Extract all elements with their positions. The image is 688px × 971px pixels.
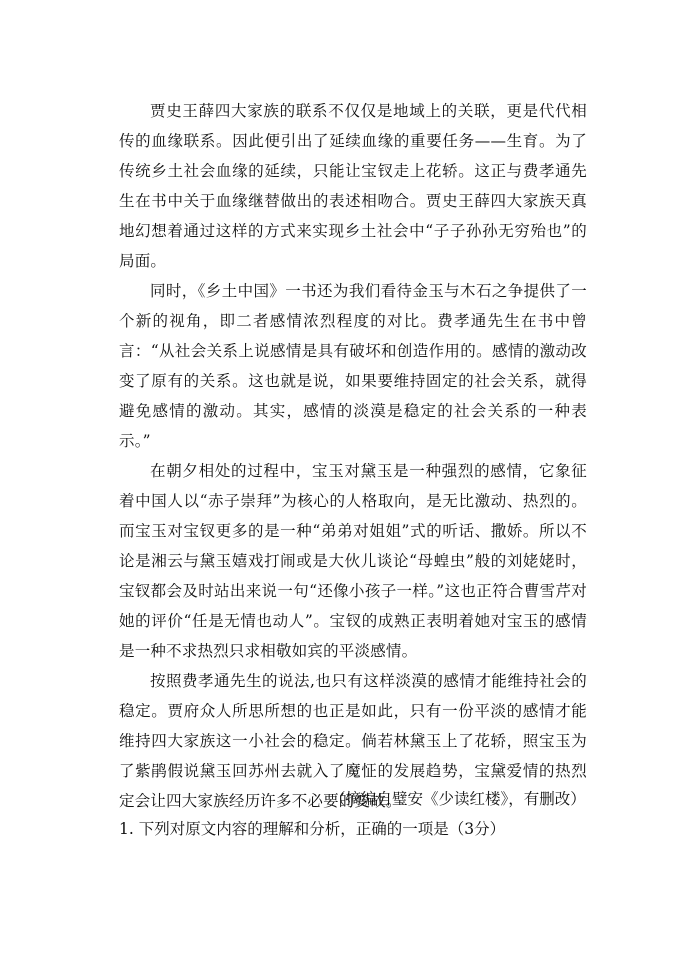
paragraph-1: 贾史王薛四大家族的联系不仅仅是地域上的关联，更是代代相传的血缘联系。因此便引出了延续血缘的重要任务——生育。为了传统乡土社会血缘的延续，只能让宝钗走上花轿。这正与费孝通先生在书中关于血缘继替做出的表述相吻合。贾史王薛四大家族天真地幻想着通过这样的方式来实现乡土社会中“子子孙孙无穷殆也”的局面。 <box>119 102 587 270</box>
article-body <box>119 96 587 816</box>
paragraph-3: 在朝夕相处的过程中，宝玉对黛玉是一种强烈的感情，它象征着中国人以“赤子崇拜”为核心的人格取向，是无比激动、热烈的。而宝玉对宝钗更多的是一种“弟弟对姐姐”式的听话、撒娇。所以不论是湘云与黛玉嬉戏打闹或是大伙儿谈论“母蝗虫”般的刘姥姥时，宝钗都会及时站出来说一句“还像小孩子一样。”这也正符合曹雪芹对她的评价“任是无情也动人”。宝钗的成熟正表明着她对宝玉的感情是一种不求热烈只求相敬如宾的平淡感情。 <box>119 462 587 660</box>
question-1: 1. 下列对原文内容的理解和分析，正确的一项是（3分） <box>119 820 506 838</box>
source-citation: （摘编自璧安《少读红楼》，有删改） <box>330 790 586 808</box>
paragraph-2: 同时，《乡土中国》一书还为我们看待金玉与木石之争提供了一个新的视角，即二者感情浓烈程度的对比。费孝通先生在书中曾言：“从社会关系上说感情是具有破坏和创造作用的。感情的激动改变了原有的关系。这也就是说，如果要维持固定的社会关系，就得避免感情的激动。其实，感情的淡漠是稳定的社会关系的一种表示。” <box>119 282 587 450</box>
paragraph-4: 按照费孝通先生的说法,也只有这样淡漠的感情才能维持社会的稳定。贾府众人所思所想的也正是如此，只有一份平淡的感情才能维持四大家族这一小社会的稳定。倘若林黛玉上了花轿，照宝玉为了紫鹃假说黛玉回苏州去就入了魔怔的发展趋势，宝黛爱情的热烈定会让四大家族经历许多不必要的变故。 <box>119 672 587 810</box>
